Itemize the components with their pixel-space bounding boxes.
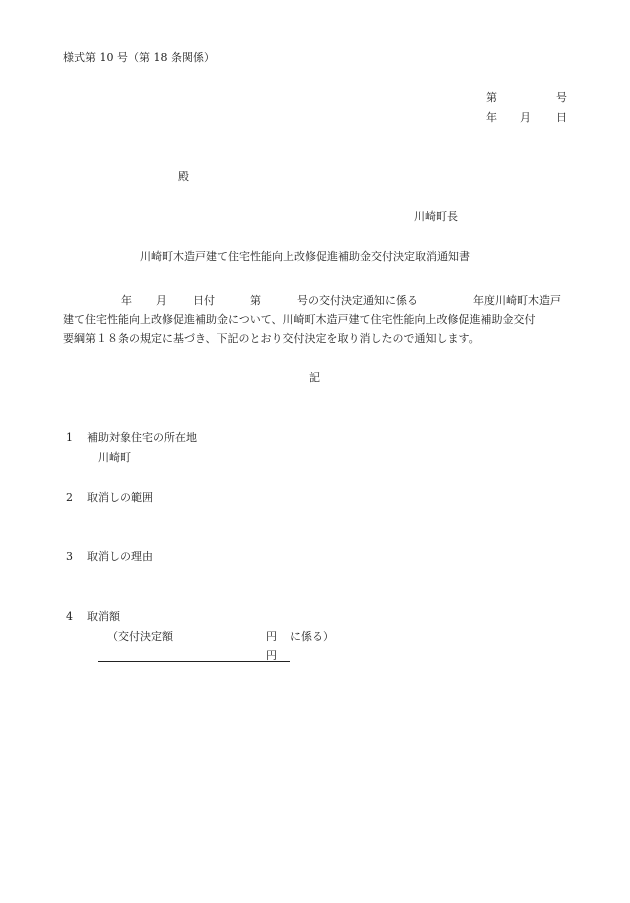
doc-number-suffix: 号 — [556, 91, 567, 104]
ki-heading: 記 — [309, 371, 320, 384]
document-title: 川崎町木造戸建て住宅性能向上改修促進補助金交付決定取消通知書 — [140, 250, 470, 263]
item-1-number: 1 — [66, 431, 73, 444]
body-line-1: 年 月 日付 第 号の交付決定通知に係る 年度川崎町木造戸 — [121, 294, 561, 307]
item-4-number: 4 — [66, 610, 73, 623]
item-2-number: 2 — [66, 491, 73, 504]
item-3-number: 3 — [66, 550, 73, 563]
body-line-3: 要綱第１８条の規定に基づき、下記のとおり交付決定を取り消したので通知します。 — [63, 332, 480, 345]
item-2-label: 取消しの範囲 — [87, 491, 153, 504]
issuer: 川崎町長 — [414, 210, 458, 223]
doc-number-prefix: 第 — [486, 91, 497, 104]
cancel-amount-line — [98, 660, 290, 662]
form-label: 様式第 10 号（第 18 条関係） — [63, 51, 215, 64]
grant-amount-close: に係る） — [290, 630, 334, 643]
item-4-label: 取消額 — [87, 610, 120, 623]
grant-amount-open: （交付決定額 — [107, 630, 173, 643]
addressee-suffix: 殿 — [178, 170, 189, 183]
date-year: 年 — [486, 111, 497, 124]
item-1-label: 補助対象住宅の所在地 — [87, 431, 197, 444]
date-month: 月 — [520, 111, 531, 124]
date-day: 日 — [556, 111, 567, 124]
body-line-2: 建て住宅性能向上改修促進補助金について、川崎町木造戸建て住宅性能向上改修促進補助金交付 — [63, 313, 536, 326]
body-paragraph — [63, 291, 573, 348]
item-1-value: 川崎町 — [98, 451, 131, 464]
cancel-amount-yen: 円 — [266, 649, 277, 662]
grant-amount-yen: 円 — [266, 630, 277, 643]
item-3-label: 取消しの理由 — [87, 550, 153, 563]
